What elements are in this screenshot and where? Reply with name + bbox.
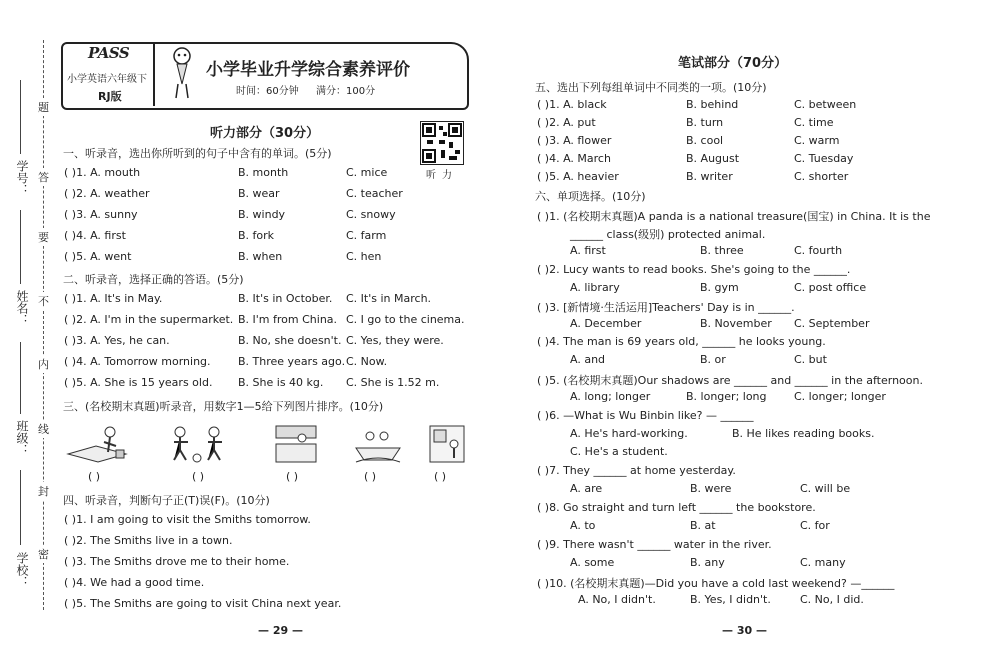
option-b: B. Three years ago. bbox=[238, 355, 346, 368]
section-6-title: 六、单项选择。(10分) bbox=[535, 190, 646, 203]
option-b: B. were bbox=[690, 482, 732, 495]
qr-code-icon[interactable] bbox=[420, 121, 464, 165]
seal-mark: 答 bbox=[38, 168, 49, 186]
seal-mark: 要 bbox=[38, 228, 49, 246]
school-label: 学校： bbox=[15, 552, 29, 588]
qr-label: 听力 bbox=[426, 170, 458, 181]
score-label: 满分：100分 bbox=[316, 86, 376, 97]
list-item: ( )1. A. black bbox=[537, 98, 607, 111]
list-item: ( )4. We had a good time. bbox=[64, 576, 205, 589]
seal-mark: 密 bbox=[38, 545, 49, 563]
picture-football-icon bbox=[166, 424, 232, 464]
option-b: B. I'm from China. bbox=[238, 313, 338, 326]
seal-mark: 题 bbox=[38, 98, 49, 116]
option-a: A. and bbox=[570, 353, 606, 366]
picture-room-icon bbox=[428, 424, 468, 464]
option-b: B. wear bbox=[238, 187, 280, 200]
option-b: B. any bbox=[690, 556, 725, 569]
list-item: ( )4. A. Tomorrow morning. bbox=[64, 355, 211, 368]
option-c: C. Now. bbox=[346, 355, 388, 368]
question-1-continued: ______ class(级别) protected animal. bbox=[570, 228, 766, 241]
option-c: C. teacher bbox=[346, 187, 403, 200]
option-b: B. gym bbox=[700, 281, 739, 294]
section-1-title: 一、听录音，选出你所听到的句子中含有的单词。(5分) bbox=[63, 147, 332, 160]
listening-title: 听力部分（30分） bbox=[210, 126, 320, 141]
exam-title: 小学毕业升学综合素养评价 bbox=[206, 60, 410, 80]
option-b: B. when bbox=[238, 250, 283, 263]
list-item: ( )5. The Smiths are going to visit China next year. bbox=[64, 597, 342, 610]
seal-mark: 线 bbox=[38, 420, 49, 438]
list-item: ( )1. A. It's in May. bbox=[64, 292, 163, 305]
option-b: B. fork bbox=[238, 229, 275, 242]
option-b: B. or bbox=[700, 353, 726, 366]
option-c: C. It's in March. bbox=[346, 292, 432, 305]
question-10: ( )10. (名校期末真题)—Did you have a cold last weekend? —______ bbox=[537, 577, 895, 590]
option-b: B. windy bbox=[238, 208, 286, 221]
answer-bracket[interactable]: ( ) bbox=[192, 470, 205, 483]
option-b: B. No, she doesn't. bbox=[238, 334, 342, 347]
list-item: ( )3. A. Yes, he can. bbox=[64, 334, 170, 347]
option-b: B. behind bbox=[686, 98, 739, 111]
option-c: C. many bbox=[800, 556, 846, 569]
option-b: B. November bbox=[700, 317, 772, 330]
list-item: ( )1. I am going to visit the Smiths tomorrow. bbox=[64, 513, 311, 526]
option-c: C. September bbox=[794, 317, 870, 330]
option-c: C. hen bbox=[346, 250, 382, 263]
list-item: ( )1. A. mouth bbox=[64, 166, 141, 179]
section-2-title: 二、听录音，选择正确的答语。(5分) bbox=[63, 273, 244, 286]
option-c: C. He's a student. bbox=[570, 445, 668, 458]
list-item: ( )5. A. heavier bbox=[537, 170, 619, 183]
question-2: ( )2. Lucy wants to read books. She's going to the ______. bbox=[537, 263, 851, 276]
class-label: 班级： bbox=[15, 420, 29, 456]
option-a: A. No, I didn't. bbox=[578, 593, 656, 606]
list-item: ( )2. A. put bbox=[537, 116, 596, 129]
answer-bracket[interactable]: ( ) bbox=[286, 470, 299, 483]
option-c: C. She is 1.52 m. bbox=[346, 376, 440, 389]
option-c: C. warm bbox=[794, 134, 840, 147]
mascot-icon bbox=[168, 44, 196, 102]
option-a: A. some bbox=[570, 556, 615, 569]
option-b: B. writer bbox=[686, 170, 733, 183]
option-c: C. but bbox=[794, 353, 827, 366]
option-c: C. No, I did. bbox=[800, 593, 864, 606]
student-id-fill-line bbox=[20, 80, 21, 154]
option-c: C. shorter bbox=[794, 170, 849, 183]
option-b: B. cool bbox=[686, 134, 724, 147]
option-c: C. post office bbox=[794, 281, 867, 294]
picture-boat-icon bbox=[352, 424, 404, 464]
class-fill-line bbox=[20, 342, 21, 414]
time-label: 时间：60分钟 bbox=[236, 86, 299, 97]
option-b: B. August bbox=[686, 152, 740, 165]
option-a: A. long; longer bbox=[570, 390, 651, 403]
answer-bracket[interactable]: ( ) bbox=[88, 470, 101, 483]
question-6: ( )6. —What is Wu Binbin like? — ______ bbox=[537, 409, 754, 422]
list-item: ( )3. A. flower bbox=[537, 134, 612, 147]
option-c: C. Yes, they were. bbox=[346, 334, 444, 347]
list-item: ( )2. A. I'm in the supermarket. bbox=[64, 313, 234, 326]
list-item: ( )5. A. She is 15 years old. bbox=[64, 376, 213, 389]
school-fill-line bbox=[20, 470, 21, 545]
option-b: B. She is 40 kg. bbox=[238, 376, 324, 389]
option-b: B. He likes reading books. bbox=[732, 427, 875, 440]
list-item: ( )3. A. sunny bbox=[64, 208, 138, 221]
pass-logo: PASS bbox=[88, 44, 130, 62]
section-4-title: 四、听录音，判断句子正(T)误(F)。(10分) bbox=[63, 494, 270, 507]
question-5: ( )5. (名校期末真题)Our shadows are ______ and ______ in the afternoon. bbox=[537, 374, 923, 387]
seal-mark: 内 bbox=[38, 355, 49, 373]
option-b: B. three bbox=[700, 244, 744, 257]
option-c: C. will be bbox=[800, 482, 851, 495]
option-a: A. He's hard-working. bbox=[570, 427, 688, 440]
list-item: ( )4. A. first bbox=[64, 229, 126, 242]
page-number-right: — 30 — bbox=[722, 624, 767, 637]
option-a: A. library bbox=[570, 281, 620, 294]
option-b: B. Yes, I didn't. bbox=[690, 593, 771, 606]
edition-label: RJ版 bbox=[98, 90, 122, 103]
option-b: B. month bbox=[238, 166, 289, 179]
binding-dashed-line bbox=[43, 40, 44, 610]
option-c: C. for bbox=[800, 519, 830, 532]
option-c: C. longer; longer bbox=[794, 390, 886, 403]
option-a: A. are bbox=[570, 482, 603, 495]
option-c: C. mice bbox=[346, 166, 388, 179]
name-fill-line bbox=[20, 210, 21, 284]
question-8: ( )8. Go straight and turn left ______ the bookstore. bbox=[537, 501, 816, 514]
section-5-title: 五、选出下列每组单词中不同类的一项。(10分) bbox=[535, 81, 767, 94]
list-item: ( )4. A. March bbox=[537, 152, 611, 165]
option-c: C. fourth bbox=[794, 244, 843, 257]
option-a: A. to bbox=[570, 519, 596, 532]
list-item: ( )2. The Smiths live in a town. bbox=[64, 534, 233, 547]
answer-bracket[interactable]: ( ) bbox=[364, 470, 377, 483]
option-c: C. time bbox=[794, 116, 834, 129]
seal-mark: 不 bbox=[38, 292, 49, 310]
question-7: ( )7. They ______ at home yesterday. bbox=[537, 464, 736, 477]
grade-label: 小学英语六年级下 bbox=[67, 74, 147, 85]
list-item: ( )5. A. went bbox=[64, 250, 132, 263]
option-b: B. It's in October. bbox=[238, 292, 333, 305]
question-1: ( )1. (名校期末真题)A panda is a national treasure(国宝) in China. It is the bbox=[537, 210, 931, 223]
list-item: ( )3. The Smiths drove me to their home. bbox=[64, 555, 290, 568]
option-b: B. turn bbox=[686, 116, 724, 129]
option-c: C. between bbox=[794, 98, 857, 111]
student-id-label: 学号： bbox=[15, 160, 29, 196]
name-label: 姓名： bbox=[15, 290, 29, 326]
seal-mark: 封 bbox=[38, 482, 49, 500]
option-c: C. Tuesday bbox=[794, 152, 854, 165]
question-3: ( )3. [新情境·生活运用]Teachers' Day is in ______. bbox=[537, 301, 795, 314]
option-c: C. farm bbox=[346, 229, 387, 242]
option-b: B. at bbox=[690, 519, 716, 532]
option-a: A. December bbox=[570, 317, 642, 330]
answer-bracket[interactable]: ( ) bbox=[434, 470, 447, 483]
question-4: ( )4. The man is 69 years old, ______ he looks young. bbox=[537, 335, 826, 348]
section-3-title: 三、(名校期末真题)听录音，用数字1—5给下列图片排序。(10分) bbox=[63, 400, 384, 413]
picture-kitchen-icon bbox=[272, 424, 322, 464]
list-item: ( )2. A. weather bbox=[64, 187, 150, 200]
option-c: C. I go to the cinema. bbox=[346, 313, 465, 326]
picture-planting-icon bbox=[66, 424, 132, 464]
written-title: 笔试部分（70分） bbox=[678, 56, 788, 71]
question-9: ( )9. There wasn't ______ water in the river. bbox=[537, 538, 772, 551]
option-a: A. first bbox=[570, 244, 606, 257]
page-number-left: — 29 — bbox=[258, 624, 303, 637]
option-c: C. snowy bbox=[346, 208, 396, 221]
option-b: B. longer; long bbox=[686, 390, 767, 403]
